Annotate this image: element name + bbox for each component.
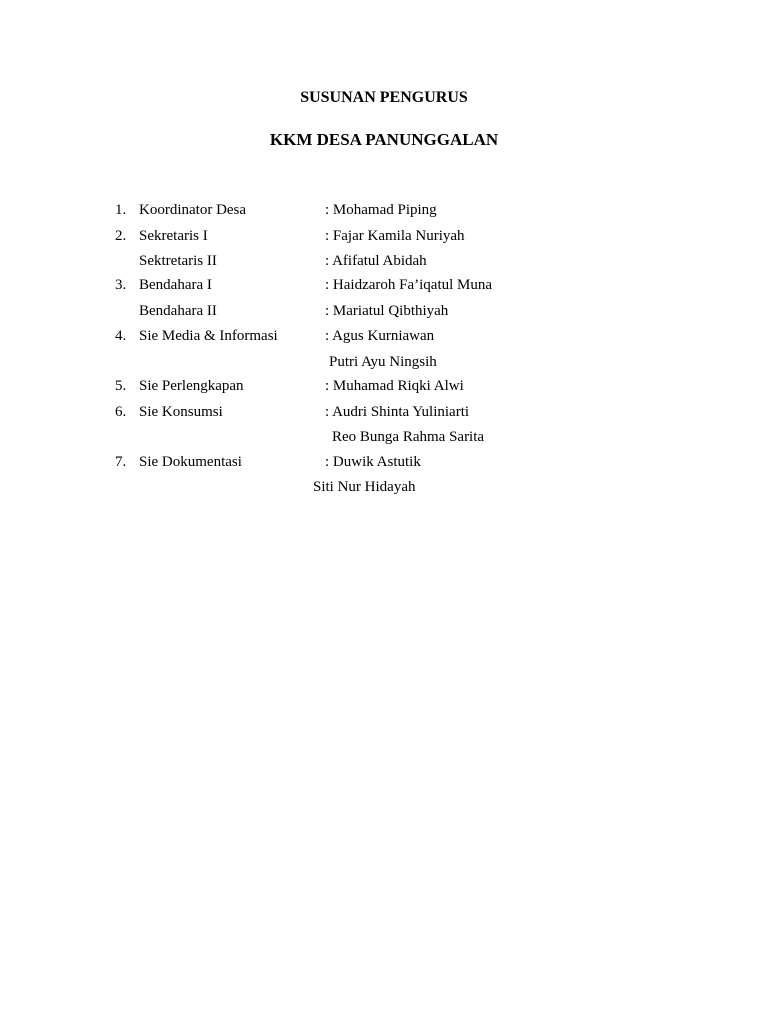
item-number: 6. — [115, 404, 127, 420]
role-label: Bendahara II — [139, 303, 217, 319]
role-label: Sie Perlengkapan — [139, 378, 244, 394]
member-name: : Haidzaroh Fa’iqatul Muna — [325, 277, 493, 293]
member-name: : Afifatul Abidah — [325, 253, 427, 269]
document-title: SUSUNAN PENGURUS — [300, 89, 468, 106]
document-subtitle: KKM DESA PANUNGGALAN — [269, 130, 499, 149]
member-name: : Mohamad Piping — [325, 202, 437, 218]
member-name: Siti Nur Hidayah — [313, 479, 416, 495]
member-name: : Fajar Kamila Nuriyah — [325, 228, 465, 244]
member-name: : Duwik Astutik — [325, 454, 421, 470]
item-number: 1. — [115, 202, 127, 218]
member-name: : Muhamad Riqki Alwi — [325, 378, 464, 394]
role-label: Sie Konsumsi — [139, 404, 223, 420]
role-label: Sekretaris I — [139, 228, 208, 244]
role-label: Sektretaris II — [139, 253, 217, 269]
member-name: Reo Bunga Rahma Sarita — [332, 429, 485, 445]
role-label: Bendahara I — [139, 277, 212, 293]
role-label: Sie Media & Informasi — [139, 328, 278, 344]
item-number: 7. — [115, 454, 127, 470]
member-name: Putri Ayu Ningsih — [329, 354, 437, 370]
item-number: 3. — [115, 277, 127, 293]
item-number: 5. — [115, 378, 127, 394]
member-name: : Mariatul Qibthiyah — [325, 303, 449, 319]
member-name: : Agus Kurniawan — [325, 328, 435, 344]
role-label: Sie Dokumentasi — [139, 454, 242, 470]
item-number: 4. — [115, 328, 127, 344]
role-label: Koordinator Desa — [139, 202, 247, 218]
item-number: 2. — [115, 228, 127, 244]
member-name: : Audri Shinta Yuliniarti — [325, 404, 470, 420]
